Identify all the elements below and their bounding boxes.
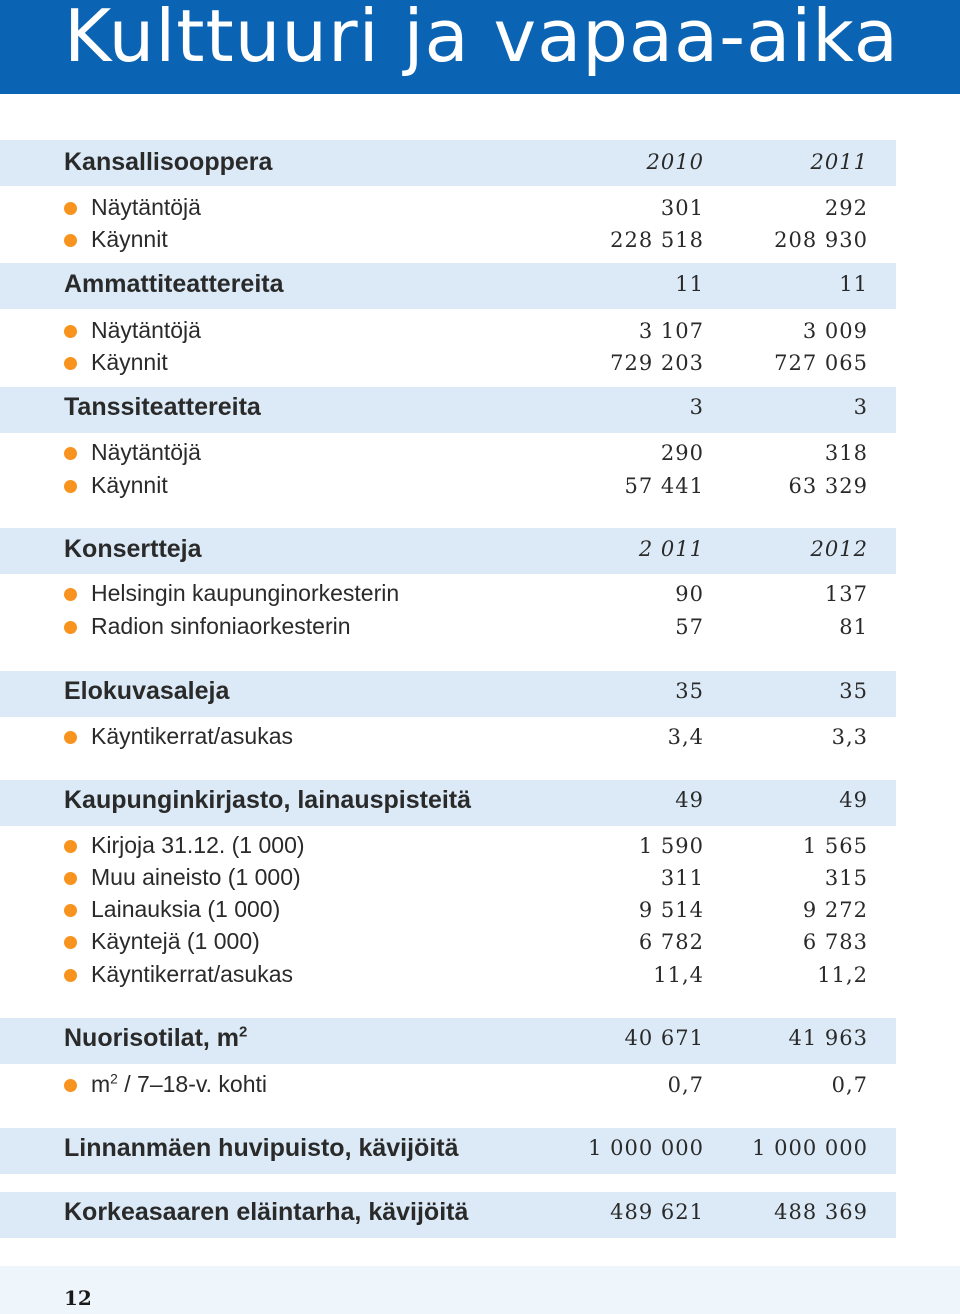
bullet-icon <box>64 357 77 370</box>
section-value-1: 49 <box>675 788 704 812</box>
item-label: Helsingin kaupunginorkesterin <box>91 580 400 606</box>
item-value-1: 0,7 <box>667 1073 704 1097</box>
item-value-1: 90 <box>675 582 704 606</box>
section-value-1: 3 <box>689 395 704 419</box>
item-label: Käyntikerrat/asukas <box>91 723 293 749</box>
item-label: Käyntikerrat/asukas <box>91 961 293 987</box>
item-value-2: 81 <box>839 615 868 639</box>
section-value-1: 11 <box>675 272 704 296</box>
bullet-icon <box>64 872 77 885</box>
item-value-2: 11,2 <box>817 963 868 987</box>
item-value-2: 6 783 <box>802 930 868 954</box>
bullet-icon <box>64 840 77 853</box>
title-banner <box>0 0 960 94</box>
item-label: $m^2 / 7-18-v$. kohti <box>91 1071 268 1097</box>
section-value-2: 35 <box>839 679 868 703</box>
bullet-icon <box>64 904 77 917</box>
page-number: 12 <box>64 1286 92 1310</box>
bullet-icon <box>64 325 77 338</box>
section-title: Korkeasaaren eläintarha, kävijöitä <box>64 1198 469 1226</box>
bullet-icon <box>64 731 77 744</box>
item-value-1: 1 590 <box>638 834 704 858</box>
page-title: Kulttuuri ja vapaa-aika <box>64 0 899 78</box>
item-label: Radion sinfoniaorkesterin <box>91 613 351 639</box>
section-title: Nuorisotilat, $m^2$ <box>64 1023 248 1052</box>
item-label: Käyntejä (1 000) <box>91 928 260 954</box>
item-value-2: 137 <box>824 582 868 606</box>
item-label: Näytäntöjä <box>91 439 201 465</box>
section-value-2: 1 000 000 <box>752 1136 868 1160</box>
section-title: Tanssiteattereita <box>64 393 261 421</box>
item-value-2: 9 272 <box>802 898 868 922</box>
year-col-2: 2011 <box>810 150 868 174</box>
section-title: Elokuvasaleja <box>64 677 230 705</box>
bullet-icon <box>64 621 77 634</box>
section-title: Linnanmäen huvipuisto, kävijöitä <box>64 1134 459 1162</box>
item-value-2: 727 065 <box>774 351 868 375</box>
item-value-1: 57 441 <box>624 474 704 498</box>
item-label: Näytäntöjä <box>91 317 201 343</box>
bullet-icon <box>64 447 77 460</box>
item-label: Muu aineisto (1 000) <box>91 864 301 890</box>
item-value-1: 228 518 <box>610 228 704 252</box>
section-value-2: 488 369 <box>774 1200 868 1224</box>
item-value-2: 315 <box>824 866 868 890</box>
item-value-1: 311 <box>660 866 704 890</box>
section-value-1: 40 671 <box>624 1026 704 1050</box>
year-col-1: 2010 <box>646 150 704 174</box>
item-value-1: 11,4 <box>653 963 704 987</box>
section-value-2: 11 <box>839 272 868 296</box>
footer-band <box>0 1266 960 1314</box>
item-value-1: 301 <box>660 196 704 220</box>
bullet-icon <box>64 480 77 493</box>
section-value-2: 49 <box>839 788 868 812</box>
bullet-icon <box>64 202 77 215</box>
section-value-2: 3 <box>853 395 868 419</box>
item-value-2: 3 009 <box>802 319 868 343</box>
item-label: Käynnit <box>91 472 168 498</box>
item-value-1: 729 203 <box>610 351 704 375</box>
year-col-1: 2 011 <box>638 537 704 561</box>
bullet-icon <box>64 234 77 247</box>
item-label: Käynnit <box>91 226 168 252</box>
year-col-2: 2012 <box>810 537 868 561</box>
section-value-1: 35 <box>675 679 704 703</box>
bullet-icon <box>64 1079 77 1092</box>
item-label: Näytäntöjä <box>91 194 201 220</box>
item-label: Käynnit <box>91 349 168 375</box>
section-title: Konsertteja <box>64 535 202 563</box>
item-value-2: 292 <box>824 196 868 220</box>
item-value-2: 1 565 <box>802 834 868 858</box>
item-value-1: 9 514 <box>638 898 704 922</box>
section-value-1: 1 000 000 <box>588 1136 704 1160</box>
item-value-1: 57 <box>675 615 704 639</box>
item-label: Lainauksia (1 000) <box>91 896 281 922</box>
item-value-1: 3 107 <box>638 319 704 343</box>
bullet-icon <box>64 588 77 601</box>
section-value-1: 489 621 <box>610 1200 704 1224</box>
section-value-2: 41 963 <box>788 1026 868 1050</box>
bullet-icon <box>64 936 77 949</box>
section-title: Kansallisooppera <box>64 148 273 176</box>
bullet-icon <box>64 969 77 982</box>
item-value-1: 290 <box>660 441 704 465</box>
item-value-2: 318 <box>824 441 868 465</box>
item-value-2: 3,3 <box>831 725 868 749</box>
item-label: Kirjoja 31.12. (1 000) <box>91 832 305 858</box>
item-value-1: 3,4 <box>667 725 704 749</box>
item-value-2: 208 930 <box>774 228 868 252</box>
item-value-2: 0,7 <box>831 1073 868 1097</box>
section-title: Kaupunginkirjasto, lainauspisteitä <box>64 786 472 814</box>
item-value-2: 63 329 <box>788 474 868 498</box>
section-title: Ammattiteattereita <box>64 270 284 298</box>
item-value-1: 6 782 <box>638 930 704 954</box>
